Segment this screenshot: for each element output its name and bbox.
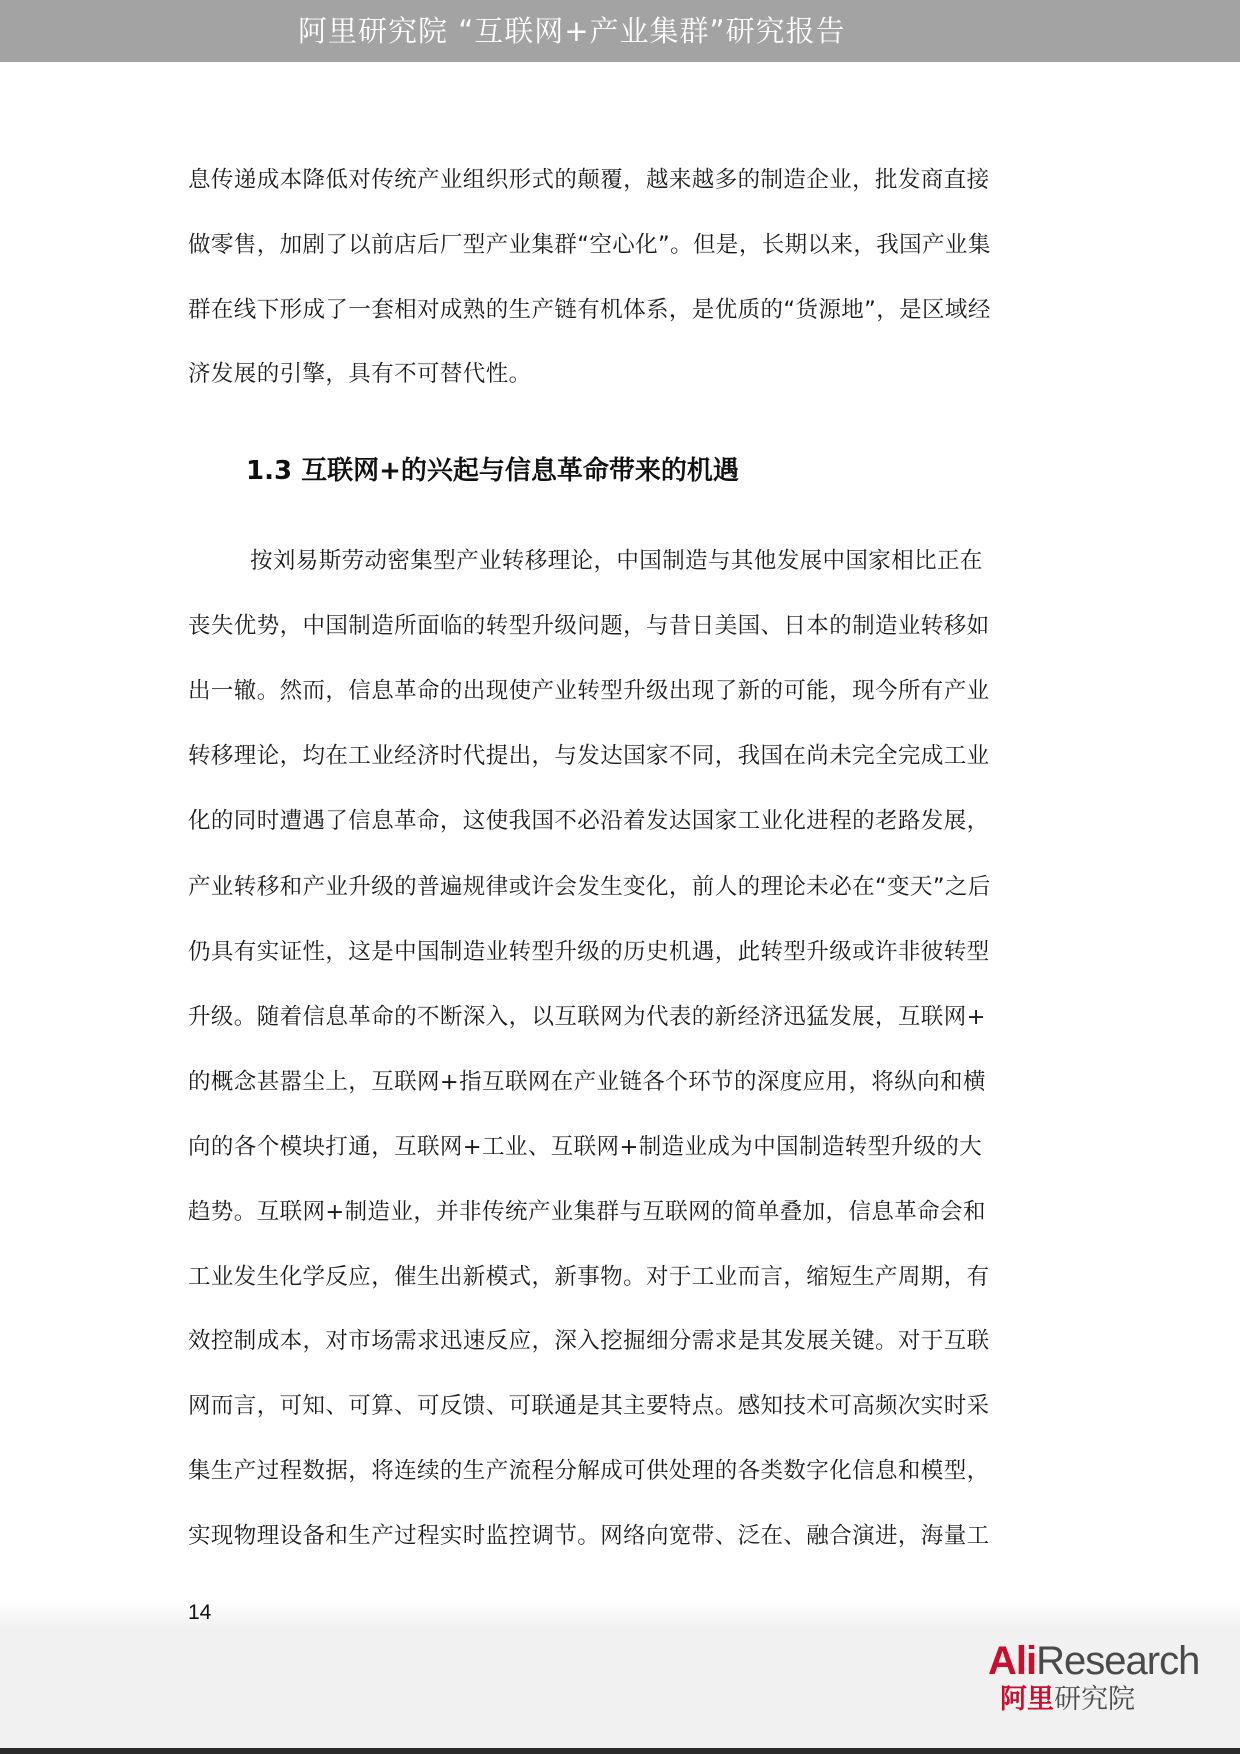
intro-line: 群在线下形成了一套相对成熟的生产链有机体系，是优质的“货源地”，是区域经 [188, 297, 991, 323]
paragraph-line: 仍具有实证性，这是中国制造业转型升级的历史机遇，此转型升级或许非彼转型 [188, 939, 990, 965]
intro-line: 做零售，加剧了以前店后厂型产业集群“空心化”。但是，长期以来，我国产业集 [188, 232, 991, 258]
paragraph-line: 按刘易斯劳动密集型产业转移理论，中国制造与其他发展中国家相比正在 [250, 548, 983, 574]
intro-line: 济发展的引擎，具有不可替代性。 [188, 361, 532, 387]
paragraph-line: 转移理论，均在工业经济时代提出，与发达国家不同，我国在尚未完全完成工业 [188, 743, 990, 769]
logo-ali-text: Ali [988, 1639, 1037, 1683]
report-title: 阿里研究院 “互联网+产业集群”研究报告 [298, 14, 846, 48]
paragraph-line: 出一辙。然而，信息革命的出现使产业转型升级出现了新的可能，现今所有产业 [188, 678, 990, 704]
logo-ali-cn-text: 阿里 [1000, 1684, 1054, 1715]
paragraph-line: 实现物理设备和生产过程实时监控调节。网络向宽带、泛在、融合演进，海量工 [188, 1523, 990, 1549]
bottom-rule [0, 1748, 1240, 1754]
aliresearch-logo-cn [1000, 1684, 1135, 1716]
aliresearch-logo [988, 1640, 1199, 1682]
paragraph-line: 工业发生化学反应，催生出新模式，新事物。对于工业而言，缩短生产周期，有 [188, 1264, 990, 1290]
paragraph-line: 升级。随着信息革命的不断深入，以互联网为代表的新经济迅猛发展，互联网+ [188, 1004, 986, 1030]
paragraph-line: 化的同时遭遇了信息革命，这使我国不必沿着发达国家工业化进程的老路发展， [188, 808, 990, 834]
logo-inst-cn-text: 研究院 [1054, 1684, 1135, 1715]
paragraph-line: 产业转移和产业升级的普遍规律或许会发生变化，前人的理论未必在“变天”之后 [188, 874, 991, 900]
header-bar [0, 0, 1240, 62]
section-heading: 1.3 互联网+的兴起与信息革命带来的机遇 [246, 456, 739, 486]
logo-research-text: Research [1036, 1639, 1200, 1683]
page-number: 14 [188, 1601, 212, 1624]
paragraph-line: 效控制成本，对市场需求迅速反应，深入挖掘细分需求是其发展关键。对于互联 [188, 1328, 990, 1354]
intro-line: 息传递成本降低对传统产业组织形式的颠覆，越来越多的制造企业，批发商直接 [188, 167, 990, 193]
paragraph-line: 丧失优势，中国制造所面临的转型升级问题，与昔日美国、日本的制造业转移如 [188, 613, 990, 639]
paragraph-line: 网而言，可知、可算、可反馈、可联通是其主要特点。感知技术可高频次实时采 [188, 1393, 990, 1419]
paragraph-line: 的概念甚嚣尘上，互联网+指互联网在产业链各个环节的深度应用，将纵向和横 [188, 1069, 986, 1095]
paragraph-line: 集生产过程数据，将连续的生产流程分解成可供处理的各类数字化信息和模型， [188, 1458, 990, 1484]
paragraph-line: 趋势。互联网+制造业，并非传统产业集群与互联网的简单叠加，信息革命会和 [188, 1199, 986, 1225]
paragraph-line: 向的各个模块打通，互联网+工业、互联网+制造业成为中国制造转型升级的大 [188, 1134, 983, 1160]
